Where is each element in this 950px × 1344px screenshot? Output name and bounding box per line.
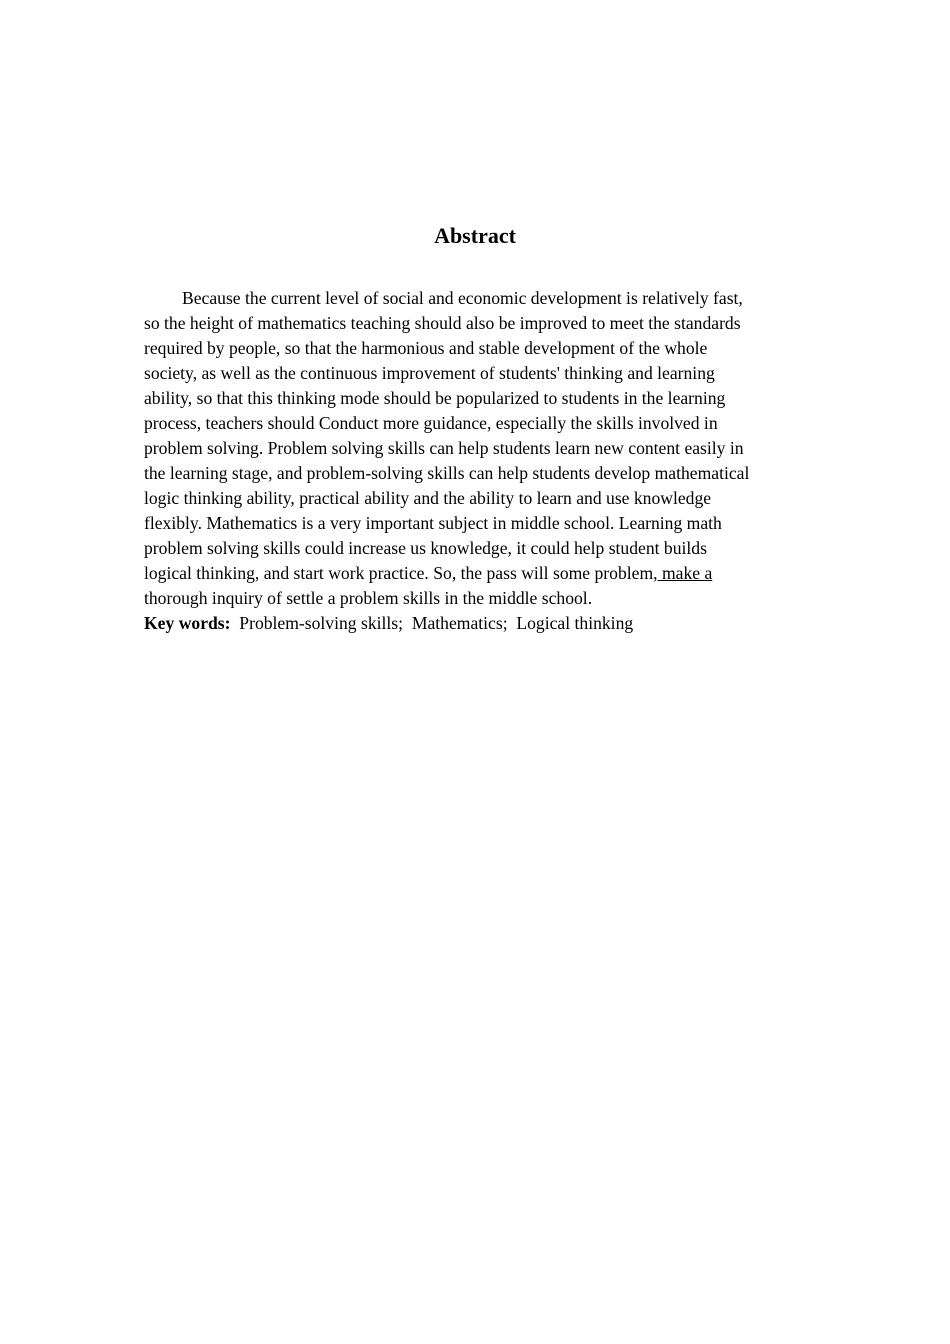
paragraph-line: flexibly. Mathematics is a very important subject in middle school. Learning math bbox=[144, 513, 722, 533]
abstract-body bbox=[144, 286, 824, 636]
paragraph-line: process, teachers should Conduct more guidance, especially the skills involved in bbox=[144, 413, 718, 433]
paragraph-line bbox=[144, 561, 824, 586]
paragraph-line: society, as well as the continuous improvement of students' thinking and learning bbox=[144, 363, 715, 383]
keywords-list: Problem-solving skills; Mathematics; Logical thinking bbox=[239, 613, 634, 633]
keywords-label: Key words: bbox=[144, 613, 231, 633]
paragraph-line: problem solving skills could increase us knowledge, it could help student builds bbox=[144, 538, 707, 558]
paragraph-line: the learning stage, and problem-solving skills can help students develop mathematical bbox=[144, 463, 750, 483]
paragraph-line: logic thinking ability, practical ability and the ability to learn and use knowledge bbox=[144, 488, 712, 508]
keywords-line bbox=[144, 611, 824, 636]
paragraph-line: required by people, so that the harmonious and stable development of the whole bbox=[144, 338, 708, 358]
paragraph-line: ability, so that this thinking mode should be popularized to students in the learning bbox=[144, 388, 726, 408]
paragraph-line: thorough inquiry of settle a problem skills in the middle school. bbox=[144, 588, 593, 608]
paragraph-line: so the height of mathematics teaching should also be improved to meet the standards bbox=[144, 313, 741, 333]
paragraph-line: problem solving. Problem solving skills can help students learn new content easily in bbox=[144, 438, 744, 458]
underlined-fragment: make a bbox=[657, 563, 713, 583]
abstract-heading: Abstract bbox=[434, 223, 516, 248]
paragraph-line: Because the current level of social and economic development is relatively fast, bbox=[182, 288, 743, 308]
paragraph-line-part: logical thinking, and start work practice. So, the pass will some problem, bbox=[144, 563, 658, 583]
